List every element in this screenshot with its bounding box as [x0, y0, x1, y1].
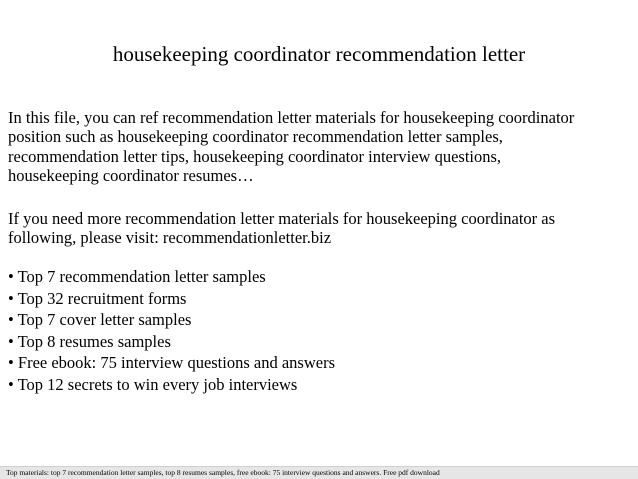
footer-text: Top materials: top 7 recommendation letter samples, top 8 resumes samples, free ebook: 75 interview questions and answers. Free pdf download	[6, 468, 440, 477]
footer-bar	[0, 466, 638, 479]
intro-line: housekeeping coordinator resumes…	[8, 165, 254, 185]
materials-list	[8, 266, 335, 395]
visit-line: following, please visit: recommendationletter.biz	[8, 228, 332, 248]
intro-line: position such as housekeeping coordinator recommendation letter samples,	[8, 127, 503, 147]
list-item: • Top 32 recruitment forms	[8, 288, 187, 308]
list-item: • Top 7 cover letter samples	[8, 310, 192, 329]
intro-line: In this file, you can ref recommendation letter materials for housekeeping coordinator	[8, 108, 575, 127]
intro-line: recommendation letter tips, housekeeping coordinator interview questions,	[8, 146, 502, 166]
visit-paragraph	[8, 209, 633, 248]
list-item: • Top 12 secrets to win every job interviews	[8, 374, 298, 394]
intro-paragraph	[8, 108, 633, 185]
visit-line: If you need more recommendation letter materials for housekeeping coordinator as	[8, 209, 556, 228]
list-item: • Top 8 resumes samples	[8, 331, 171, 351]
list-item: • Free ebook: 75 interview questions and answers	[8, 353, 335, 372]
page-title: housekeeping coordinator recommendation letter	[112, 42, 526, 66]
list-item: • Top 7 recommendation letter samples	[8, 267, 266, 286]
